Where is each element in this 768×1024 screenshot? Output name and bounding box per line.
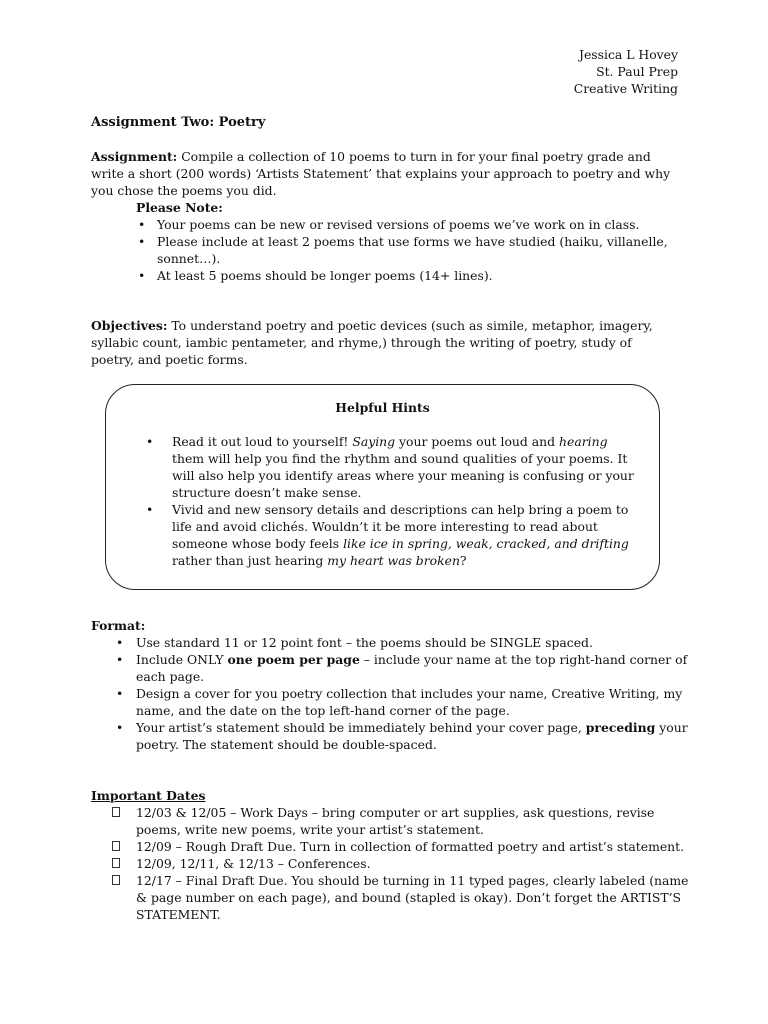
format-list [91, 634, 691, 753]
format-section [91, 617, 691, 753]
objectives-section [91, 317, 676, 368]
note-text: Please include at least 2 poems that use forms we have studied (haiku, villanelle, sonnet…). [157, 234, 668, 266]
bullet-icon: • [116, 635, 124, 650]
list-item [91, 719, 691, 753]
note-text: Your poems can be new or revised versions of poems we’ve work on in class. [157, 217, 640, 232]
hint-text: Vivid and new sensory details and descriptions can help bring a poem to life and avoid clichés. Wouldn’t it be more interesting to read about someone whose body feels [172, 502, 629, 551]
bullet-icon: • [116, 686, 124, 701]
objectives-text: To understand poetry and poetic devices (such as simile, metaphor, imagery, syllabic count, iambic pentameter, and rhyme,) through the writing of poetry, study of poetry, and poetic forms. [91, 318, 653, 367]
hint-text: Read it out loud to yourself! [172, 434, 353, 449]
bullet-icon: • [146, 502, 154, 517]
assignment-paragraph [91, 148, 681, 199]
list-item [91, 872, 691, 923]
important-dates-section [91, 787, 691, 923]
format-text: Use standard 11 or 12 point font – the poems should be SINGLE spaced. [136, 635, 593, 650]
note-list [91, 216, 681, 284]
document-title: Assignment Two: Poetry [91, 115, 266, 130]
hint-emphasis: like ice in spring, weak, cracked, and drifting [343, 536, 629, 551]
hints-title: Helpful Hints [335, 400, 430, 415]
dates-heading: Important Dates [91, 788, 206, 803]
note-text: At least 5 poems should be longer poems (14+ lines). [157, 268, 493, 283]
bullet-icon: • [138, 268, 146, 283]
author-name: Jessica L Hovey [578, 47, 678, 62]
checkbox-icon [112, 841, 120, 851]
list-item [91, 634, 691, 651]
list-item [91, 216, 681, 233]
hint-text: them will help you find the rhythm and sound qualities of your poems. It will also help you identify areas where your meaning is confusing or your structure doesn’t make sense. [172, 451, 634, 500]
format-emphasis: preceding [585, 720, 656, 735]
format-text: Design a cover for you poetry collection that includes your name, Creative Writing, my name, and the date on the top left-hand corner of the page. [136, 686, 683, 718]
school-name: St. Paul Prep [596, 64, 678, 79]
format-text: Your artist’s statement should be immediately behind your cover page, [136, 720, 586, 735]
list-item [91, 233, 681, 267]
format-emphasis: one poem per page [227, 652, 360, 667]
checkbox-icon [112, 807, 120, 817]
hint-text: ? [459, 553, 467, 568]
course-name: Creative Writing [573, 81, 678, 96]
list-item [146, 501, 636, 569]
objectives-label: Objectives: [91, 318, 168, 333]
list-item [146, 433, 636, 501]
format-text: – include your name at the top right-hand corner of each page. [136, 652, 688, 684]
hint-text: your poems out loud and [395, 434, 559, 449]
list-item [91, 685, 691, 719]
list-item [91, 651, 691, 685]
list-item [91, 838, 691, 855]
author-header [574, 46, 678, 97]
bullet-icon: • [116, 720, 124, 735]
assignment-section [91, 148, 681, 284]
list-item [91, 855, 691, 872]
please-note-label: Please Note: [136, 200, 223, 215]
format-label: Format: [91, 618, 146, 633]
bullet-icon: • [138, 217, 146, 232]
format-text: Include ONLY [136, 652, 228, 667]
assignment-label: Assignment: [91, 149, 178, 164]
date-text: 12/03 & 12/05 – Work Days – bring computer or art supplies, ask questions, revise poems, write new poems, write your artist’s statement. [136, 805, 655, 837]
bullet-icon: • [146, 434, 154, 449]
hint-emphasis: hearing [559, 434, 608, 449]
date-text: 12/17 – Final Draft Due. You should be turning in 11 typed pages, clearly labeled (name & page number on each page), and bound (stapled is okay). Don’t forget the ARTIST’S STATEMENT. [136, 873, 689, 922]
date-text: 12/09 – Rough Draft Due. Turn in collection of formatted poetry and artist’s statement. [136, 839, 685, 854]
list-item [91, 267, 681, 284]
date-text: 12/09, 12/11, & 12/13 – Conferences. [136, 856, 371, 871]
hint-text: rather than just hearing [172, 553, 328, 568]
assignment-text: Compile a collection of 10 poems to turn in for your final poetry grade and write a short (200 words) ‘Artists Statement’ that explains your approach to poetry and why you chose the poems you did. [91, 149, 671, 198]
bullet-icon: • [138, 234, 146, 249]
hints-list [146, 433, 636, 569]
bullet-icon: • [116, 652, 124, 667]
checkbox-icon [112, 875, 120, 885]
list-item [91, 804, 691, 838]
hint-emphasis: my heart was broken [327, 553, 460, 568]
dates-list [91, 804, 691, 923]
checkbox-icon [112, 858, 120, 868]
format-text: your poetry. The statement should be double-spaced. [136, 720, 688, 752]
helpful-hints-box [105, 384, 660, 590]
hint-emphasis: Saying [352, 434, 396, 449]
